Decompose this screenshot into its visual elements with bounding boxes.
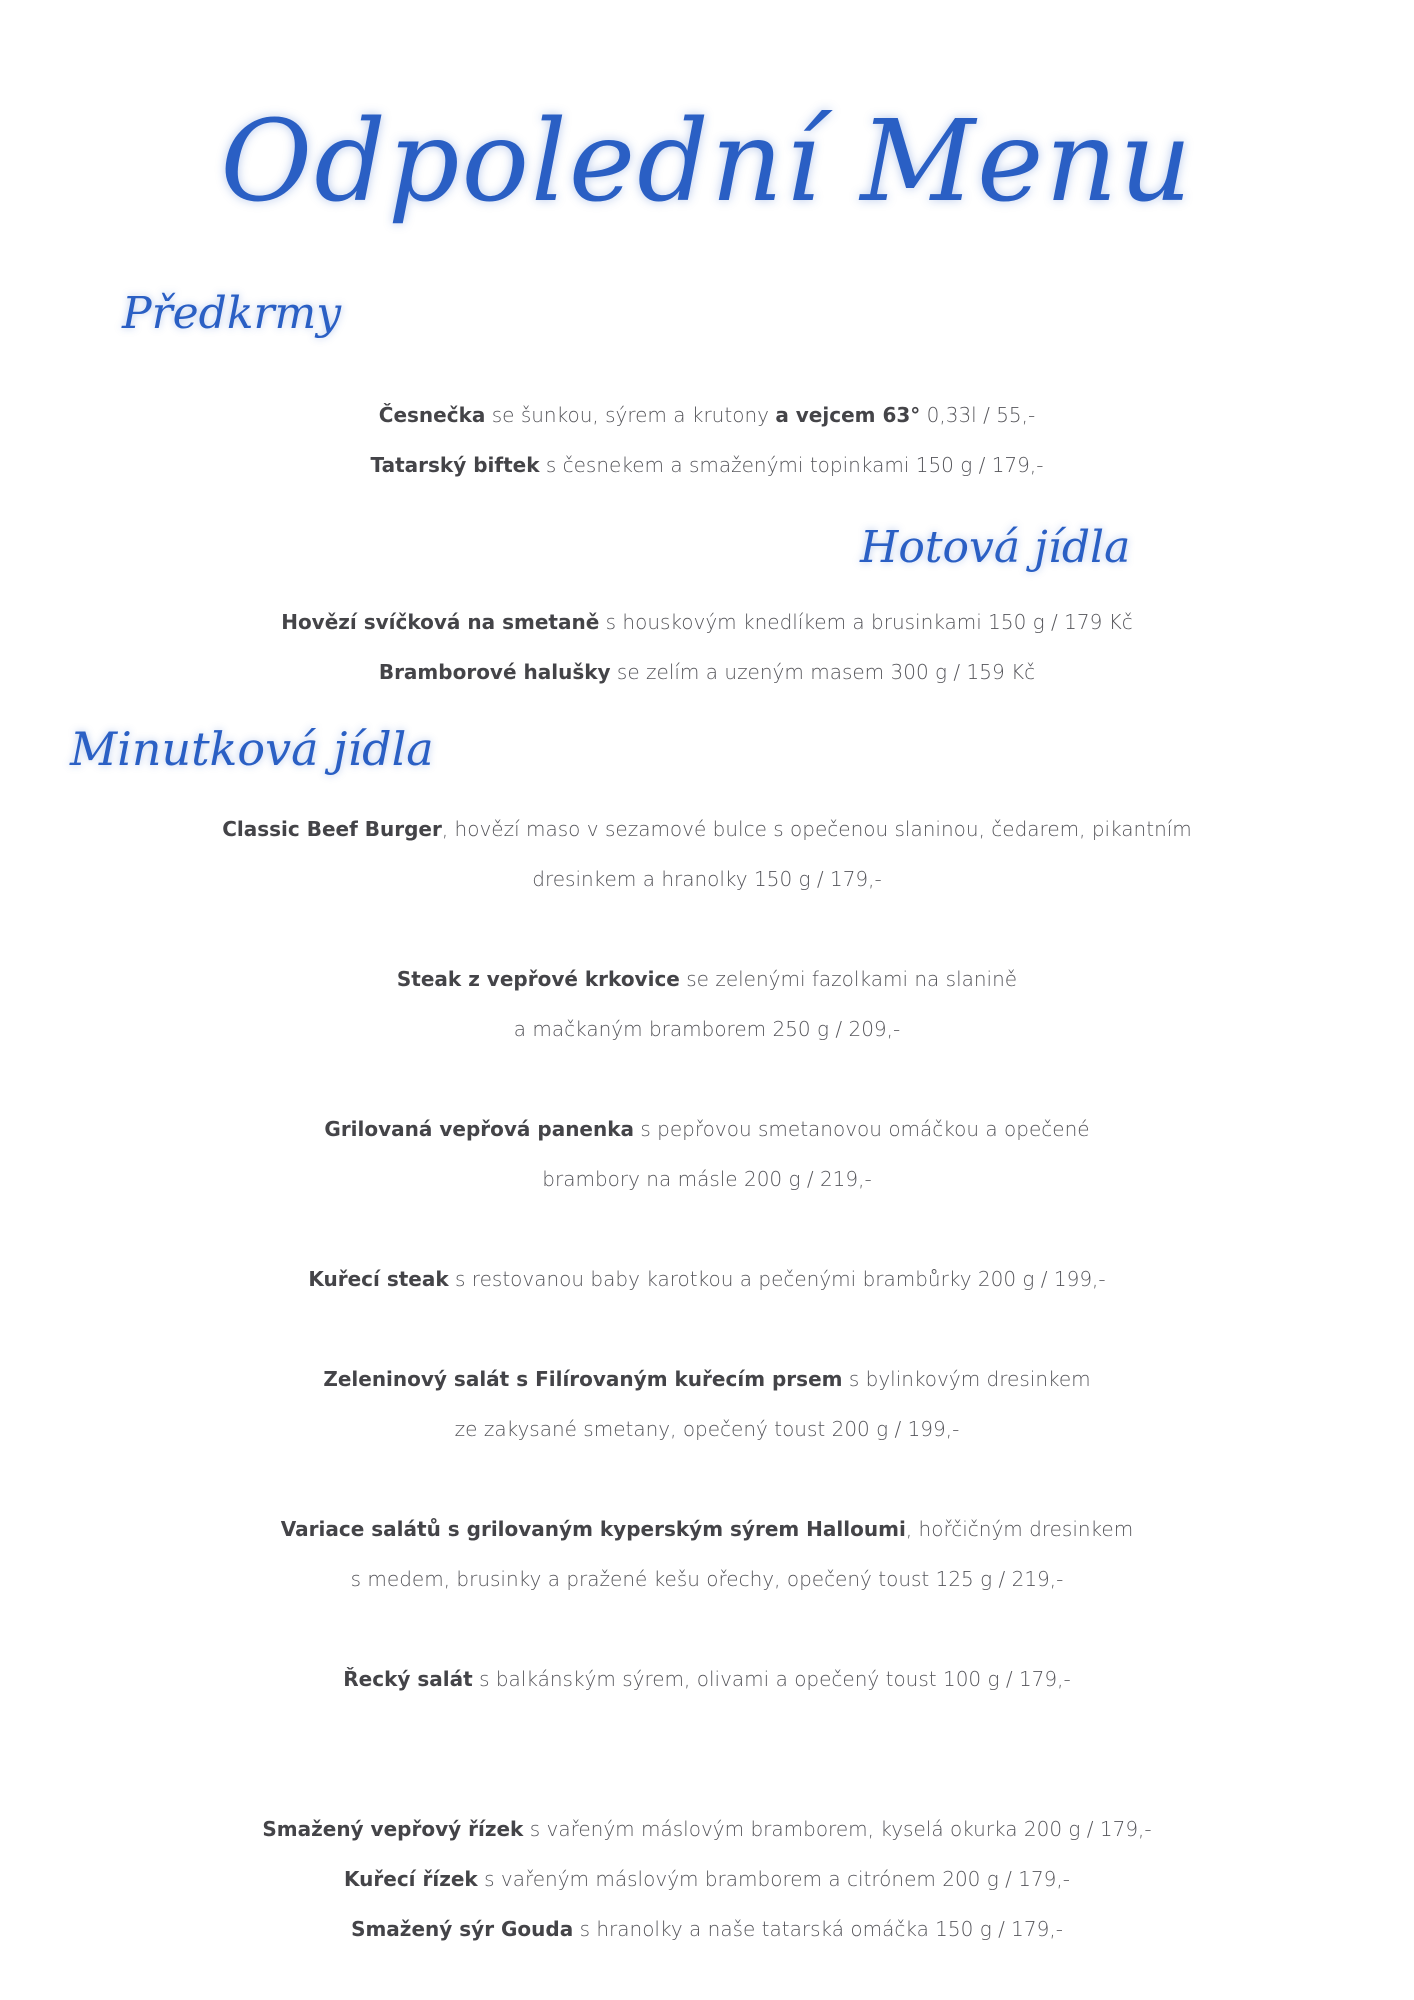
menu-item-line bbox=[0, 647, 1414, 697]
menu-item-line bbox=[0, 1854, 1414, 1904]
menu-item-continuation bbox=[0, 1554, 1414, 1604]
menu-item-continuation bbox=[0, 1154, 1414, 1204]
item-name: Česnečka bbox=[378, 403, 486, 427]
item-description: s vařeným máslovým bramborem a citrónem 200 g / 179,- bbox=[477, 1867, 1070, 1891]
item-name: Hovězí svíčková na smetaně bbox=[281, 610, 600, 634]
item-description: s hranolky a naše tatarská omáčka 150 g / 179,- bbox=[573, 1917, 1063, 1941]
section-heading-minutkova-jidla: Minutková jídla bbox=[70, 722, 434, 776]
item-description: brambory na másle 200 g / 219,- bbox=[542, 1167, 872, 1191]
menu-item-line bbox=[0, 1654, 1414, 1704]
item-description: s vařeným máslovým bramborem, kyselá okurka 200 g / 179,- bbox=[523, 1817, 1152, 1841]
menu-item-line bbox=[0, 1904, 1414, 1954]
item-name: Grilovaná vepřová panenka bbox=[324, 1117, 635, 1141]
menu-item-continuation bbox=[0, 1404, 1414, 1454]
menu-item-line bbox=[0, 1804, 1414, 1854]
item-description: ze zakysané smetany, opečený toust 200 g / 199,- bbox=[454, 1417, 960, 1441]
item-name: Tatarský biftek bbox=[370, 453, 540, 477]
item-description: se šunkou, sýrem a krutony bbox=[485, 403, 776, 427]
section-heading-predkrmy: Předkrmy bbox=[122, 288, 342, 339]
item-name: Smažený vepřový řízek bbox=[262, 1817, 524, 1841]
item-name: Smažený sýr Gouda bbox=[351, 1917, 574, 1941]
menu-item-continuation bbox=[0, 1004, 1414, 1054]
item-name: Bramborové halušky bbox=[378, 660, 611, 684]
item-name: Kuřecí řízek bbox=[344, 1867, 478, 1891]
menu-item-line bbox=[0, 597, 1414, 647]
item-description: s bylinkovým dresinkem bbox=[842, 1367, 1091, 1391]
menu-item-line bbox=[0, 804, 1414, 854]
menu-item-line bbox=[0, 1354, 1414, 1404]
menu-item-line bbox=[0, 1104, 1414, 1154]
item-name: Zeleninový salát s Filírovaným kuřecím prsem bbox=[323, 1367, 843, 1391]
item-description: s česnekem a smaženými topinkami 150 g / 179,- bbox=[539, 453, 1044, 477]
menu-item-continuation bbox=[0, 854, 1414, 904]
menu-item-line bbox=[0, 390, 1414, 440]
item-description: s balkánským sýrem, olivami a opečený toust 100 g / 179,- bbox=[472, 1667, 1071, 1691]
item-description: s houskovým knedlíkem a brusinkami 150 g / 179 Kč bbox=[599, 610, 1133, 634]
item-description: a mačkaným bramborem 250 g / 209,- bbox=[513, 1017, 901, 1041]
item-price: 0,33l / 55,- bbox=[920, 403, 1036, 427]
item-name: Kuřecí steak bbox=[308, 1267, 449, 1291]
item-description: s restovanou baby karotkou a pečenými brambůrky 200 g / 199,- bbox=[448, 1267, 1106, 1291]
menu-item-line bbox=[0, 1254, 1414, 1304]
menu-item-line bbox=[0, 954, 1414, 1004]
menu-title: Odpolední Menu bbox=[220, 97, 1194, 227]
item-description: , hořčičným dresinkem bbox=[905, 1517, 1134, 1541]
menu-item-line bbox=[0, 1504, 1414, 1554]
item-name: Classic Beef Burger bbox=[222, 817, 442, 841]
item-name-extra: a vejcem 63° bbox=[775, 403, 921, 427]
item-name: Řecký salát bbox=[343, 1667, 473, 1691]
menu-item-line bbox=[0, 440, 1414, 490]
item-description: s pepřovou smetanovou omáčkou a opečené bbox=[634, 1117, 1090, 1141]
item-description: se zelenými fazolkami na slanině bbox=[679, 967, 1018, 991]
item-description: se zelím a uzeným masem 300 g / 159 Kč bbox=[610, 660, 1036, 684]
section-heading-hotova-jidla: Hotová jídla bbox=[860, 522, 1131, 573]
item-name: Steak z vepřové krkovice bbox=[396, 967, 680, 991]
item-description: s medem, brusinky a pražené kešu ořechy, opečený toust 125 g / 219,- bbox=[350, 1567, 1064, 1591]
item-description: dresinkem a hranolky 150 g / 179,- bbox=[532, 867, 882, 891]
item-name: Variace salátů s grilovaným kyperským sýrem Halloumi bbox=[280, 1517, 906, 1541]
item-description: , hovězí maso v sezamové bulce s opečenou slaninou, čedarem, pikantním bbox=[441, 817, 1192, 841]
